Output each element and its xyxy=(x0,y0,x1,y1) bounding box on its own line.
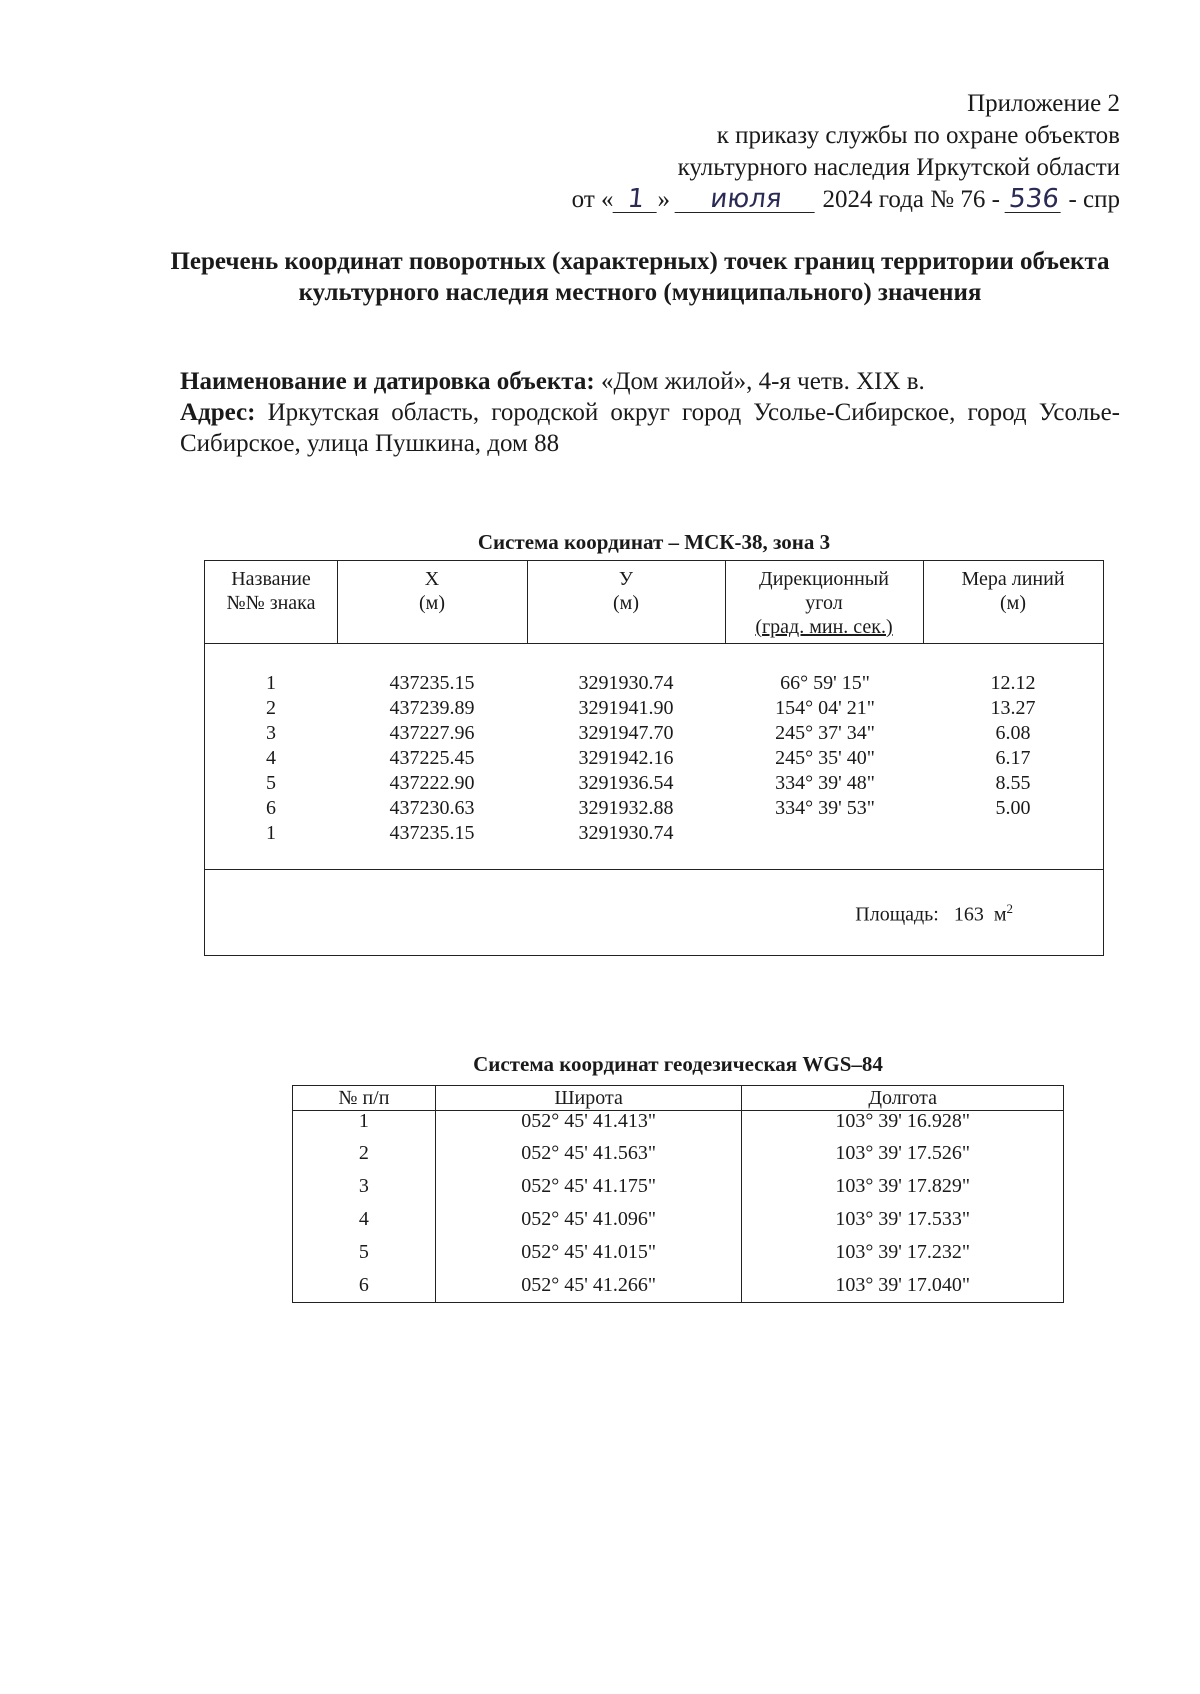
latitude: 052° 45' 41.563" xyxy=(435,1137,742,1170)
latitude: 052° 45' 41.096" xyxy=(435,1203,742,1236)
y-value: 3291930.74 xyxy=(578,672,674,694)
msk-header-angle xyxy=(725,561,923,643)
msk-header-x-line-1: Х xyxy=(424,568,440,590)
point-number: 4 xyxy=(266,747,276,769)
y-value: 3291936.54 xyxy=(578,772,674,794)
order-suffix: - спр xyxy=(1068,186,1120,213)
object-info xyxy=(180,366,1120,459)
msk-header-x-line-2: (м) xyxy=(419,592,445,614)
table-row xyxy=(205,671,1103,696)
row-number: 1 xyxy=(293,1111,436,1138)
longitude: 103° 39' 17.040" xyxy=(742,1269,1064,1303)
x-value: 437235.15 xyxy=(389,822,475,844)
msk-header-x xyxy=(337,561,527,643)
order-line xyxy=(572,184,1120,216)
point-number: 2 xyxy=(266,697,276,719)
msk-header-y xyxy=(527,561,725,643)
table-row xyxy=(293,1137,1064,1170)
direction-angle: 245° 37' 34" xyxy=(775,722,875,744)
wgs-table-caption: Система координат геодезическая WGS–84 xyxy=(473,1052,883,1076)
msk-rows xyxy=(205,671,1103,846)
table-row xyxy=(205,796,1103,821)
y-value: 3291947.70 xyxy=(578,722,674,744)
row-number: 6 xyxy=(293,1269,436,1303)
area-label: Площадь: xyxy=(855,903,939,926)
x-value: 437239.89 xyxy=(389,697,475,719)
y-value: 3291941.90 xyxy=(578,697,674,719)
x-value: 437235.15 xyxy=(389,672,475,694)
direction-angle: 66° 59' 15" xyxy=(780,672,870,694)
appendix-line-2: к приказу службы по охране объектов xyxy=(716,122,1120,149)
x-value: 437227.96 xyxy=(389,722,475,744)
table-row xyxy=(205,771,1103,796)
line-length: 6.08 xyxy=(995,722,1031,744)
object-address-value: Иркутская область, городской округ город Усолье-Сибирское, город Усолье-Сибирское, улица Пушкина, дом 88 xyxy=(180,399,1121,457)
msk-coordinates-table xyxy=(204,560,1104,956)
row-number: 5 xyxy=(293,1236,436,1269)
area-unit: м xyxy=(993,903,1007,926)
msk-header-length-line-2: (м) xyxy=(1000,592,1026,614)
longitude: 103° 39' 17.533" xyxy=(742,1203,1064,1236)
order-quote-close: » xyxy=(657,186,671,213)
line-length: 8.55 xyxy=(995,772,1031,794)
object-name-value: «Дом жилой», 4-я четв. XIX в. xyxy=(600,368,925,395)
area-exponent: 2 xyxy=(1006,901,1013,916)
latitude: 052° 45' 41.413" xyxy=(435,1111,742,1138)
longitude: 103° 39' 17.829" xyxy=(742,1170,1064,1203)
wgs-header-lat: Широта xyxy=(435,1086,742,1111)
table-row xyxy=(205,821,1103,846)
object-address xyxy=(180,397,1120,459)
table-row xyxy=(205,696,1103,721)
table-row xyxy=(293,1203,1064,1236)
line-length: 12.12 xyxy=(990,672,1036,694)
msk-header-y-line-2: (м) xyxy=(613,592,639,614)
line-length: 13.27 xyxy=(990,697,1036,719)
msk-area-divider xyxy=(205,869,1103,870)
object-name-label: Наименование и датировка объекта: xyxy=(180,368,595,395)
latitude: 052° 45' 41.175" xyxy=(435,1170,742,1203)
y-value: 3291932.88 xyxy=(578,797,674,819)
order-number-handwritten: 536 xyxy=(1005,186,1064,213)
area-summary xyxy=(855,901,1013,927)
msk-header-angle-line-3: (град. мин. сек.) xyxy=(755,616,893,638)
longitude: 103° 39' 17.232" xyxy=(742,1236,1064,1269)
direction-angle: 334° 39' 53" xyxy=(775,797,875,819)
msk-table-caption: Система координат – МСК-38, зона 3 xyxy=(477,530,831,554)
direction-angle: 154° 04' 21" xyxy=(775,697,875,719)
msk-header-name xyxy=(205,561,337,643)
table-row xyxy=(293,1236,1064,1269)
x-value: 437225.45 xyxy=(389,747,475,769)
order-day-handwritten: 1 xyxy=(612,186,659,213)
msk-header-length-line-1: Мера линий xyxy=(961,568,1065,590)
row-number: 4 xyxy=(293,1203,436,1236)
line-length: 6.17 xyxy=(995,747,1031,769)
longitude: 103° 39' 16.928" xyxy=(742,1111,1064,1138)
order-prefix: от « xyxy=(571,186,614,213)
point-number: 5 xyxy=(266,772,276,794)
y-value: 3291942.16 xyxy=(578,747,674,769)
point-number: 3 xyxy=(266,722,276,744)
table-row xyxy=(293,1269,1064,1303)
msk-header-name-line-1: Название xyxy=(231,568,311,590)
y-value: 3291930.74 xyxy=(578,822,674,844)
x-value: 437230.63 xyxy=(389,797,475,819)
direction-angle: 334° 39' 48" xyxy=(775,772,875,794)
order-month-handwritten: июля xyxy=(675,186,818,213)
msk-header-y-line-1: У xyxy=(618,568,634,590)
longitude: 103° 39' 17.526" xyxy=(742,1137,1064,1170)
appendix-line-3: культурного наследия Иркутской области xyxy=(677,154,1120,181)
row-number: 3 xyxy=(293,1170,436,1203)
x-value: 437222.90 xyxy=(389,772,475,794)
wgs-coordinates-table xyxy=(292,1085,1064,1303)
table-row xyxy=(205,721,1103,746)
area-value: 163 xyxy=(953,903,984,926)
msk-header-name-line-2: №№ знака xyxy=(226,592,316,614)
object-name xyxy=(180,366,1120,397)
row-number: 2 xyxy=(293,1137,436,1170)
table-row xyxy=(293,1111,1064,1138)
wgs-header-num: № п/п xyxy=(293,1086,436,1111)
direction-angle: 245° 35' 40" xyxy=(775,747,875,769)
table-row xyxy=(293,1170,1064,1203)
wgs-header-row xyxy=(293,1086,1064,1111)
document-title: Перечень координат поворотных (характерных) точек границ территории объекта культурного наследия местного (муниципального) значения xyxy=(170,248,1110,306)
table-row xyxy=(205,746,1103,771)
msk-header-bottom-line xyxy=(205,643,1103,644)
latitude: 052° 45' 41.015" xyxy=(435,1236,742,1269)
latitude: 052° 45' 41.266" xyxy=(435,1269,742,1303)
appendix-header xyxy=(572,88,1120,216)
appendix-line-1: Приложение 2 xyxy=(967,90,1120,117)
msk-header-angle-line-2: угол xyxy=(805,592,843,614)
msk-header-length xyxy=(923,561,1103,643)
object-address-label: Адрес: xyxy=(180,399,256,426)
wgs-header-lon: Долгота xyxy=(742,1086,1064,1111)
point-number: 1 xyxy=(266,672,276,694)
order-year-text: 2024 года № 76 - xyxy=(822,186,1000,213)
point-number: 1 xyxy=(266,822,276,844)
msk-header-angle-line-1: Дирекционный xyxy=(759,568,889,590)
point-number: 6 xyxy=(266,797,276,819)
line-length: 5.00 xyxy=(995,797,1031,819)
